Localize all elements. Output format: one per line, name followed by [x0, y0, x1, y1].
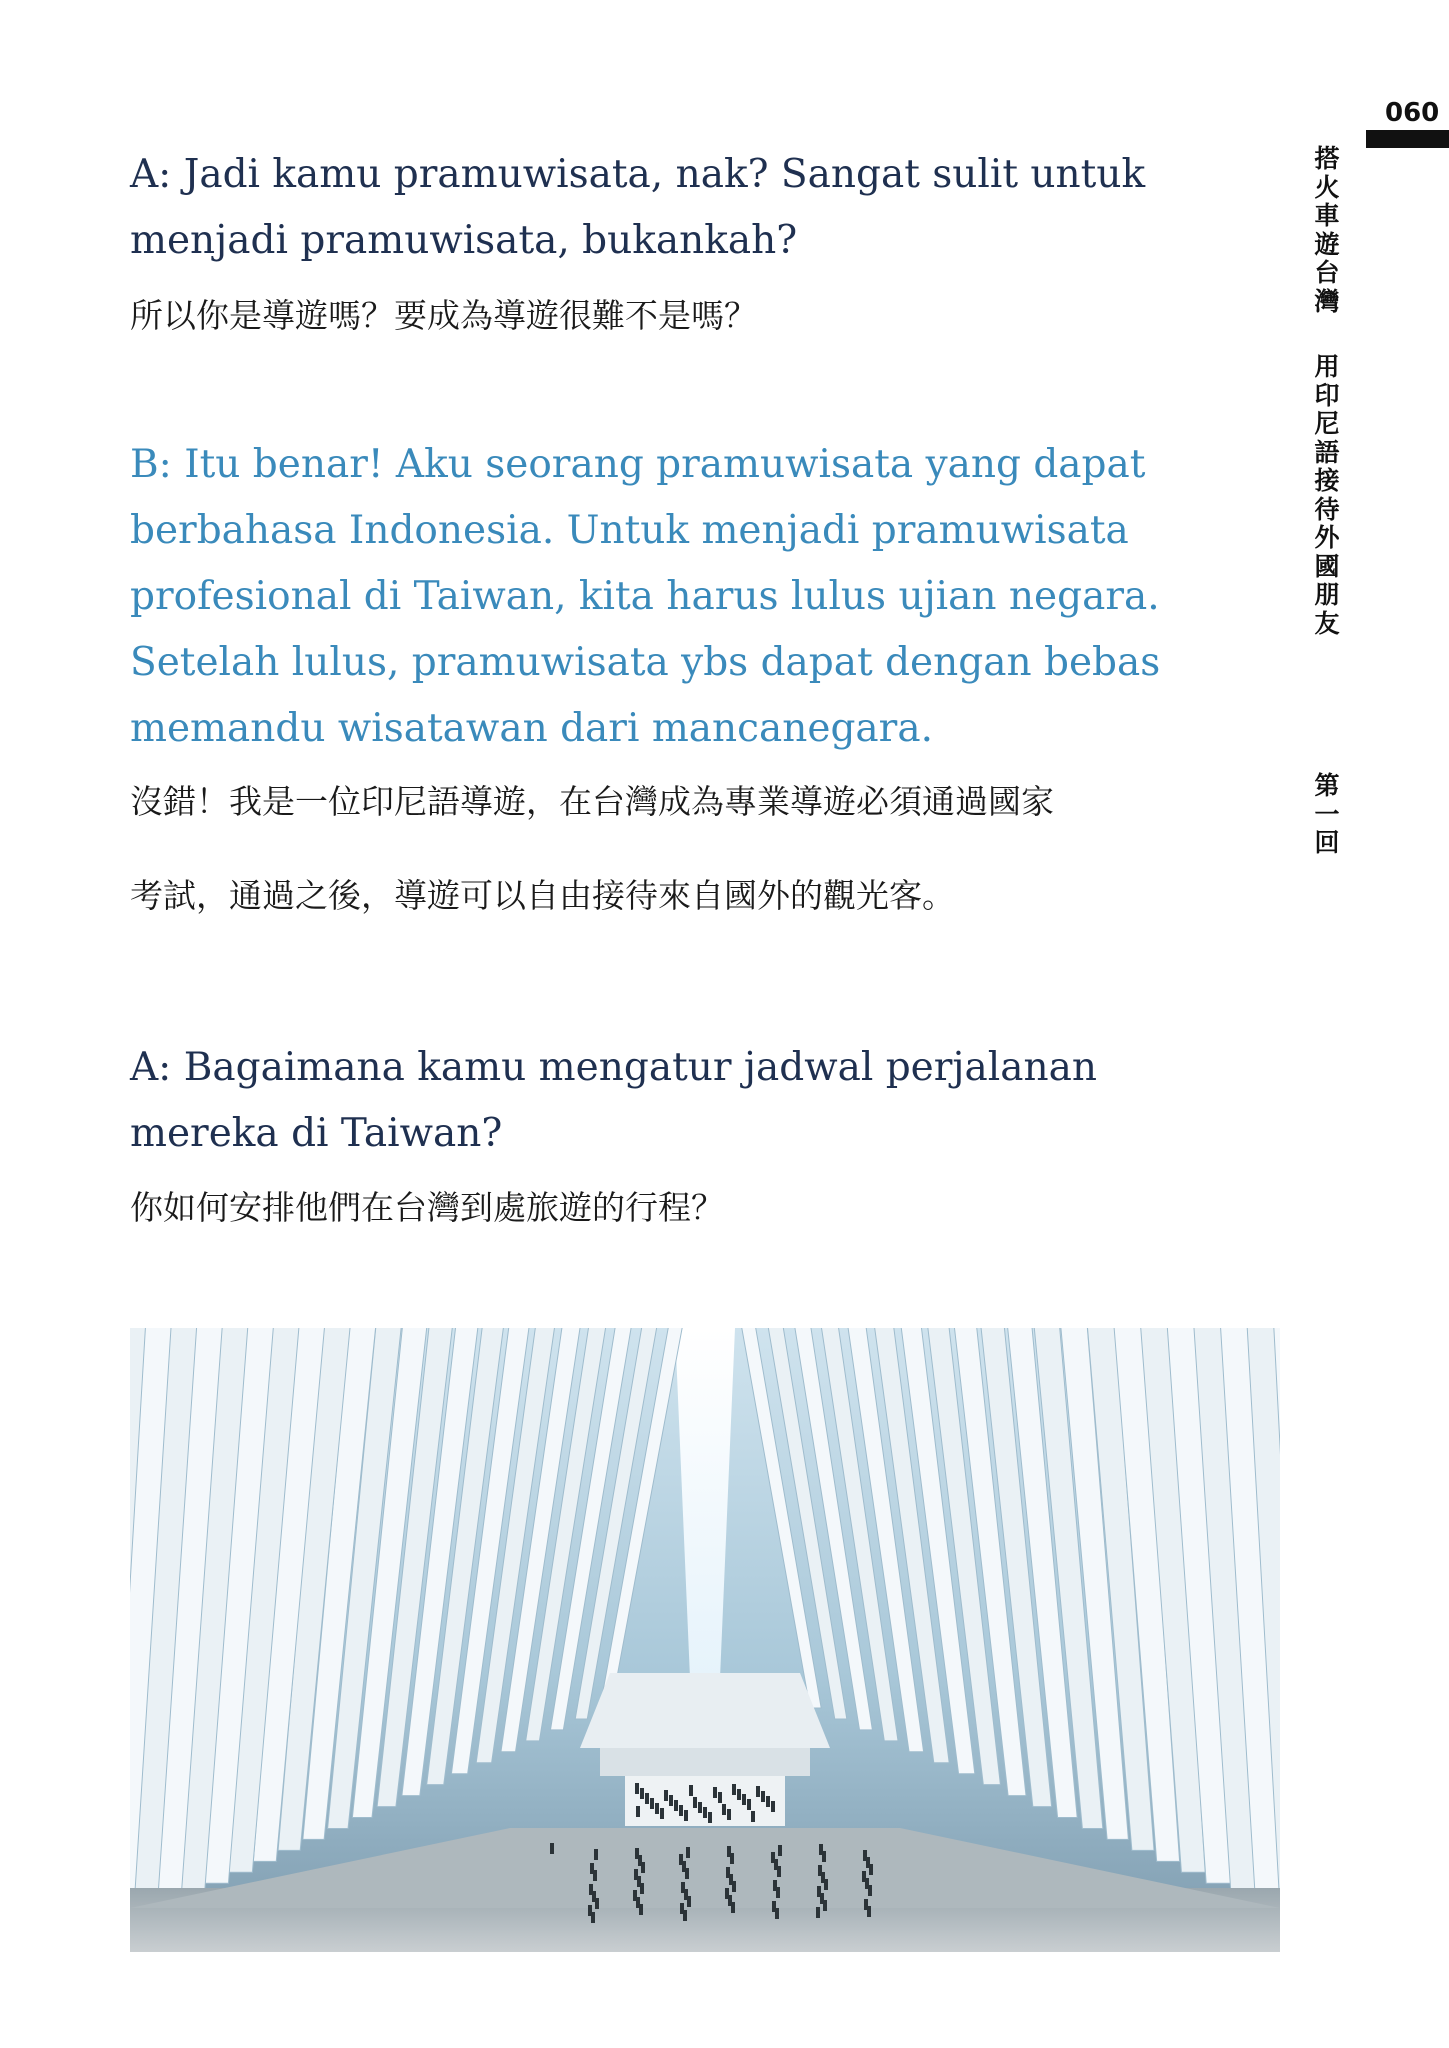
- person: [742, 1794, 746, 1805]
- person: [817, 1886, 821, 1897]
- person: [635, 1783, 639, 1794]
- dialogue-b1-chinese-line1: 沒錯！我是一位印尼語導遊，在台灣成為專業導遊必須通過國家: [130, 782, 1054, 821]
- person: [772, 1901, 776, 1912]
- page-number-bar: [1366, 130, 1449, 148]
- person: [722, 1804, 726, 1815]
- person: [737, 1789, 741, 1800]
- person: [726, 1867, 730, 1878]
- person: [664, 1790, 668, 1801]
- person: [684, 1810, 688, 1821]
- person: [588, 1905, 592, 1916]
- person: [751, 1811, 755, 1822]
- person: [633, 1890, 637, 1901]
- dialogue-b1-indonesian: B: Itu benar! Aku seorang pramuwisata yang dapat berbahasa Indonesia. Untuk menjadi pramuwisata profesional di Taiwan, kita harus lulus ujian negara. Setelah lulus, pramuwisata ybs dapat dengan bebas memandu wisatawan dari mancanegara.: [130, 442, 1161, 751]
- person: [693, 1797, 697, 1808]
- person: [713, 1787, 717, 1798]
- person: [689, 1785, 693, 1796]
- person: [680, 1903, 684, 1914]
- person: [819, 1844, 823, 1855]
- person: [679, 1805, 683, 1816]
- vertical-book-subtitle: 用印尼語接待外國朋友: [1314, 352, 1340, 638]
- person: [771, 1852, 775, 1863]
- person: [650, 1798, 654, 1809]
- dialogue-b1-chinese-line2: 考試，通過之後，導遊可以自由接待來自國外的觀光客。: [130, 876, 955, 915]
- person: [635, 1848, 639, 1859]
- person: [718, 1792, 722, 1803]
- person: [655, 1803, 659, 1814]
- person: [732, 1784, 736, 1795]
- dialogue-a2-indonesian: A: Bagaimana kamu mengatur jadwal perjalanan mereka di Taiwan?: [130, 1045, 1097, 1156]
- person: [640, 1788, 644, 1799]
- person: [674, 1800, 678, 1811]
- person: [727, 1846, 731, 1857]
- dialogue-a1-indonesian: A: Jadi kamu pramuwisata, nak? Sangat sulit untuk menjadi pramuwisata, bukankah?: [130, 152, 1146, 263]
- person: [590, 1863, 594, 1874]
- person: [550, 1843, 554, 1854]
- person: [660, 1808, 664, 1819]
- person: [862, 1871, 866, 1882]
- person: [761, 1791, 765, 1802]
- person: [681, 1882, 685, 1893]
- person: [773, 1880, 777, 1891]
- person: [594, 1849, 598, 1860]
- person: [766, 1796, 770, 1807]
- person: [636, 1806, 640, 1817]
- page-number: 060: [1385, 98, 1440, 128]
- person: [725, 1888, 729, 1899]
- person: [634, 1869, 638, 1880]
- person: [747, 1799, 751, 1810]
- person: [698, 1802, 702, 1813]
- person: [679, 1854, 683, 1865]
- person: [645, 1793, 649, 1804]
- person: [708, 1812, 712, 1823]
- vertical-book-title: 搭火車遊台灣: [1314, 144, 1340, 316]
- dialogue-a2-chinese: 你如何安排他們在台灣到處旅遊的行程？: [130, 1188, 724, 1227]
- person: [727, 1809, 731, 1820]
- person: [816, 1907, 820, 1918]
- dialogue-a1-chinese: 所以你是導遊嗎？要成為導遊很難不是嗎？: [130, 296, 757, 335]
- person: [818, 1865, 822, 1876]
- station-photo-graphic: [130, 1328, 1280, 1952]
- person: [756, 1786, 760, 1797]
- person: [778, 1845, 782, 1856]
- station-interior-photo: [130, 1328, 1280, 1952]
- person: [686, 1847, 690, 1858]
- person: [863, 1850, 867, 1861]
- person: [771, 1801, 775, 1812]
- person: [864, 1899, 868, 1910]
- person: [589, 1884, 593, 1895]
- vertical-chapter-label: 第一回: [1314, 771, 1340, 857]
- person: [669, 1795, 673, 1806]
- person: [703, 1807, 707, 1818]
